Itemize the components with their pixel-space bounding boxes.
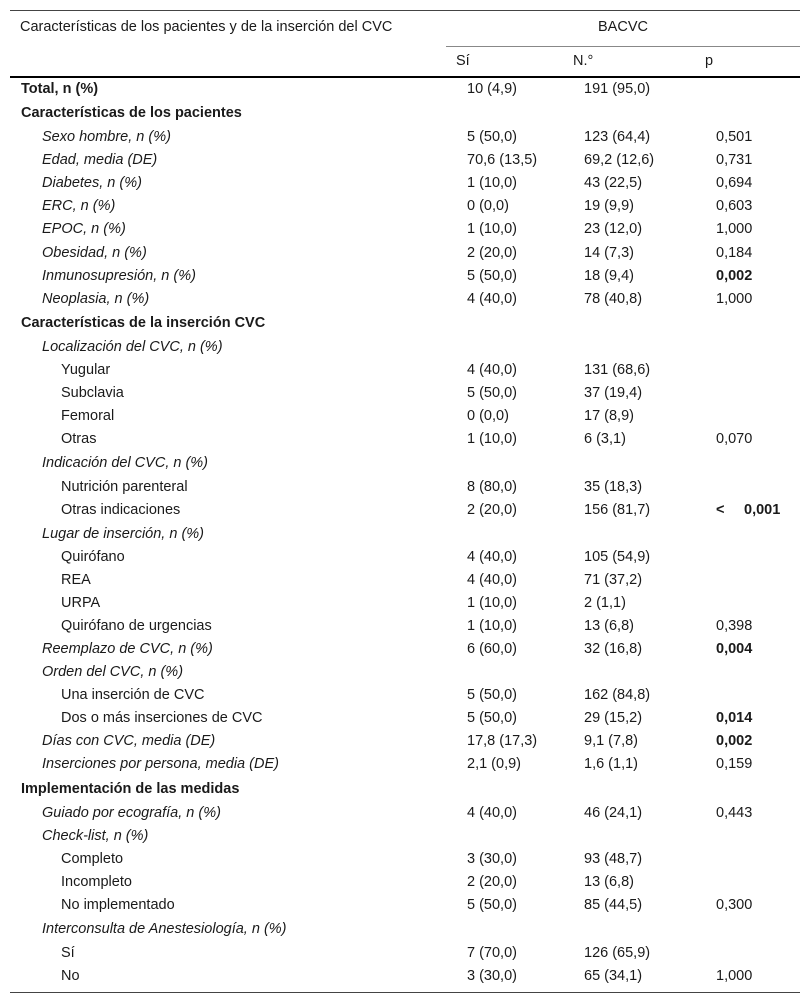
table-row — [10, 126, 800, 149]
cell-p: 0,694 — [716, 175, 753, 192]
table-row — [10, 661, 800, 684]
row-label: Sexo hombre, n (%) — [42, 129, 171, 146]
cell-n — [574, 336, 706, 359]
cell-si: 5 (50,0) — [467, 687, 517, 704]
cell-n: 43 (22,5) — [584, 175, 643, 192]
table-row — [10, 707, 800, 730]
cell-si — [457, 661, 574, 684]
table-row — [10, 802, 800, 825]
table-row — [10, 684, 800, 707]
cell-p-significant — [706, 499, 800, 522]
cell-si: 2 (20,0) — [467, 244, 517, 261]
section-row — [10, 101, 800, 126]
cell-si: 4 (40,0) — [467, 571, 517, 588]
table-row — [10, 615, 800, 638]
cell-n: 18 (9,4) — [584, 267, 634, 284]
cell-n: 156 (81,7) — [584, 502, 651, 519]
table-row — [10, 428, 800, 451]
table-row — [10, 78, 800, 101]
cell-p — [706, 101, 800, 126]
cell-n — [574, 523, 706, 546]
header-row-group — [10, 11, 800, 46]
cell-si: 10 (4,9) — [467, 81, 517, 97]
table-row — [10, 359, 800, 382]
cell-p — [706, 476, 800, 499]
cell-n: 71 (37,2) — [584, 571, 643, 588]
col-header-n: N.° — [573, 53, 594, 69]
cell-n: 46 (24,1) — [584, 804, 643, 821]
table-row — [10, 569, 800, 592]
cell-n: 131 (68,6) — [584, 361, 651, 378]
cell-p: 0,443 — [716, 804, 753, 821]
cell-n: 93 (48,7) — [584, 850, 643, 867]
row-label: Guiado por ecografía, n (%) — [42, 804, 221, 821]
row-label: Completo — [61, 850, 124, 867]
row-label: No — [61, 968, 80, 985]
cell-n: 85 (44,5) — [584, 896, 643, 913]
row-label: Orden del CVC, n (%) — [42, 664, 184, 681]
cell-n: 2 (1,1) — [584, 594, 626, 611]
cell-n: 6 (3,1) — [584, 431, 626, 448]
row-label: Lugar de inserción, n (%) — [42, 525, 204, 542]
row-label: No implementado — [61, 896, 175, 913]
row-label: EPOC, n (%) — [42, 221, 126, 238]
row-label: ERC, n (%) — [42, 198, 116, 215]
table-row — [10, 871, 800, 894]
row-label: Inmunosupresión, n (%) — [42, 267, 196, 284]
table-row — [10, 894, 800, 917]
table-row — [10, 942, 800, 965]
table-row — [10, 288, 800, 311]
row-label: REA — [61, 571, 91, 588]
cell-p: 1,000 — [716, 221, 753, 238]
less-than-sign: < — [716, 502, 725, 519]
cell-p — [706, 871, 800, 894]
cell-si: 2 (20,0) — [467, 502, 517, 519]
cell-si — [457, 101, 574, 126]
row-label-header: Características de los pacientes y de la inserción del CVC — [20, 19, 393, 35]
cell-si: 5 (50,0) — [467, 267, 517, 284]
cell-p — [706, 942, 800, 965]
table-row — [10, 592, 800, 615]
cell-si: 5 (50,0) — [467, 710, 517, 727]
table-row — [10, 149, 800, 172]
cell-p — [706, 825, 800, 848]
cell-n: 191 (95,0) — [584, 81, 651, 97]
cell-p: 0,731 — [716, 152, 753, 169]
cell-p — [706, 546, 800, 569]
row-label: URPA — [61, 594, 101, 611]
table-row — [10, 965, 800, 988]
results-table — [10, 78, 800, 988]
cell-si: 1 (10,0) — [467, 221, 517, 238]
cell-p: 0,300 — [716, 896, 753, 913]
cell-p-significant: 0,002 — [716, 267, 753, 284]
cell-si — [457, 917, 574, 942]
cell-n — [574, 917, 706, 942]
header-row-columns — [10, 46, 800, 76]
cell-p — [706, 405, 800, 428]
row-label: Interconsulta de Anestesiología, n (%) — [42, 921, 287, 937]
row-label: Total, n (%) — [21, 81, 99, 97]
row-label: Otras indicaciones — [61, 502, 181, 519]
results-table-container — [10, 10, 800, 993]
section-row — [10, 311, 800, 336]
section-label: Características de los pacientes — [21, 105, 242, 122]
cell-si: 1 (10,0) — [467, 175, 517, 192]
cell-p: 1,000 — [716, 968, 753, 985]
table-row — [10, 382, 800, 405]
cell-p — [706, 684, 800, 707]
cell-n: 105 (54,9) — [584, 548, 651, 565]
cell-n: 19 (9,9) — [584, 198, 634, 215]
cell-n: 162 (84,8) — [584, 687, 651, 704]
table-row — [10, 195, 800, 218]
cell-p — [706, 848, 800, 871]
table-row — [10, 451, 800, 476]
table-row — [10, 753, 800, 776]
cell-si: 2 (20,0) — [467, 873, 517, 890]
col-header-p: p — [705, 53, 714, 69]
bottom-rule — [10, 992, 800, 993]
row-label: Quirófano de urgencias — [61, 617, 212, 634]
cell-si: 4 (40,0) — [467, 290, 517, 307]
cell-n: 14 (7,3) — [584, 244, 634, 261]
cell-n: 23 (12,0) — [584, 221, 643, 238]
cell-p — [706, 451, 800, 476]
row-label: Femoral — [61, 408, 115, 425]
cell-si — [457, 336, 574, 359]
cell-si: 1 (10,0) — [467, 431, 517, 448]
row-label: Sí — [61, 945, 75, 961]
row-label: Incompleto — [61, 873, 132, 890]
cell-n — [574, 777, 706, 802]
row-label: Neoplasia, n (%) — [42, 290, 150, 307]
cell-si: 2,1 (0,9) — [467, 756, 521, 773]
row-label: Yugular — [61, 361, 111, 378]
cell-n: 123 (64,4) — [584, 129, 651, 146]
table-row — [10, 172, 800, 195]
group-header-bacvc: BACVC — [598, 19, 648, 35]
row-label: Inserciones por persona, media (DE) — [42, 756, 279, 773]
table-row — [10, 476, 800, 499]
cell-p — [706, 917, 800, 942]
cell-p — [706, 78, 800, 101]
cell-si — [457, 451, 574, 476]
cell-si — [457, 777, 574, 802]
cell-si: 17,8 (17,3) — [467, 733, 538, 750]
table-row — [10, 242, 800, 265]
cell-si: 4 (40,0) — [467, 361, 517, 378]
row-label: Dos o más inserciones de CVC — [61, 710, 263, 727]
cell-n — [574, 451, 706, 476]
cell-p-significant: 0,014 — [716, 710, 753, 727]
table-row — [10, 638, 800, 661]
row-label: Check-list, n (%) — [42, 827, 149, 844]
row-label: Reemplazo de CVC, n (%) — [42, 640, 213, 657]
cell-si: 1 (10,0) — [467, 594, 517, 611]
cell-si — [457, 311, 574, 336]
cell-si: 5 (50,0) — [467, 896, 517, 913]
cell-p — [706, 359, 800, 382]
p-value: 0,001 — [744, 502, 781, 519]
cell-n: 1,6 (1,1) — [584, 756, 638, 773]
row-label: Una inserción de CVC — [61, 687, 205, 704]
cell-si: 3 (30,0) — [467, 850, 517, 867]
cell-si: 4 (40,0) — [467, 804, 517, 821]
cell-n — [574, 101, 706, 126]
cell-si: 6 (60,0) — [467, 640, 517, 657]
cell-si: 0 (0,0) — [467, 408, 509, 425]
cell-p — [706, 569, 800, 592]
cell-si: 5 (50,0) — [467, 129, 517, 146]
table-row — [10, 825, 800, 848]
cell-p: 0,603 — [716, 198, 753, 215]
cell-p-significant: 0,004 — [716, 640, 753, 657]
cell-si: 1 (10,0) — [467, 617, 517, 634]
cell-n — [574, 661, 706, 684]
cell-p: 0,159 — [716, 756, 753, 773]
cell-p — [706, 777, 800, 802]
cell-si: 7 (70,0) — [467, 945, 517, 961]
cell-p — [706, 311, 800, 336]
section-row — [10, 777, 800, 802]
cell-n — [574, 825, 706, 848]
cell-si — [457, 825, 574, 848]
row-label: Edad, media (DE) — [42, 152, 158, 169]
cell-p-significant: 0,002 — [716, 733, 753, 750]
table-row — [10, 730, 800, 753]
table-row — [10, 523, 800, 546]
row-label: Diabetes, n (%) — [42, 175, 142, 192]
table-row — [10, 405, 800, 428]
row-label: Otras — [61, 431, 97, 448]
row-label: Quirófano — [61, 548, 125, 565]
cell-p: 0,398 — [716, 617, 753, 634]
section-label: Implementación de las medidas — [21, 780, 240, 797]
table-row — [10, 546, 800, 569]
cell-n: 126 (65,9) — [584, 945, 651, 961]
cell-si: 4 (40,0) — [467, 548, 517, 565]
cell-n: 13 (6,8) — [584, 617, 634, 634]
table-row — [10, 265, 800, 288]
table-row — [10, 848, 800, 871]
cell-p — [706, 336, 800, 359]
table-row — [10, 218, 800, 241]
section-label: Características de la inserción CVC — [21, 314, 266, 331]
cell-si: 3 (30,0) — [467, 968, 517, 985]
cell-n: 65 (34,1) — [584, 968, 643, 985]
row-label: Nutrición parenteral — [61, 479, 188, 496]
row-label: Días con CVC, media (DE) — [42, 733, 216, 750]
cell-p: 1,000 — [716, 290, 753, 307]
cell-n: 32 (16,8) — [584, 640, 643, 657]
cell-p — [706, 592, 800, 615]
cell-n: 9,1 (7,8) — [584, 733, 638, 750]
table-row — [10, 336, 800, 359]
cell-si: 0 (0,0) — [467, 198, 509, 215]
table-row — [10, 499, 800, 522]
table-row — [10, 917, 800, 942]
cell-n: 13 (6,8) — [584, 873, 634, 890]
cell-n: 29 (15,2) — [584, 710, 643, 727]
cell-p — [706, 661, 800, 684]
cell-p — [706, 523, 800, 546]
cell-p: 0,184 — [716, 244, 753, 261]
cell-p — [706, 382, 800, 405]
cell-p: 0,501 — [716, 129, 753, 146]
row-label: Subclavia — [61, 385, 124, 402]
cell-n: 17 (8,9) — [584, 408, 634, 425]
cell-si: 5 (50,0) — [467, 385, 517, 402]
cell-si: 8 (80,0) — [467, 479, 517, 496]
row-label: Indicación del CVC, n (%) — [42, 455, 209, 472]
row-label: Localización del CVC, n (%) — [42, 338, 223, 355]
cell-n: 69,2 (12,6) — [584, 152, 655, 169]
row-label: Obesidad, n (%) — [42, 244, 147, 261]
cell-si — [457, 523, 574, 546]
cell-n: 35 (18,3) — [584, 479, 643, 496]
cell-p: 0,070 — [716, 431, 753, 448]
col-header-si: Sí — [456, 53, 470, 69]
cell-n: 78 (40,8) — [584, 290, 643, 307]
cell-si: 70,6 (13,5) — [467, 152, 538, 169]
cell-n: 37 (19,4) — [584, 385, 643, 402]
cell-n — [574, 311, 706, 336]
